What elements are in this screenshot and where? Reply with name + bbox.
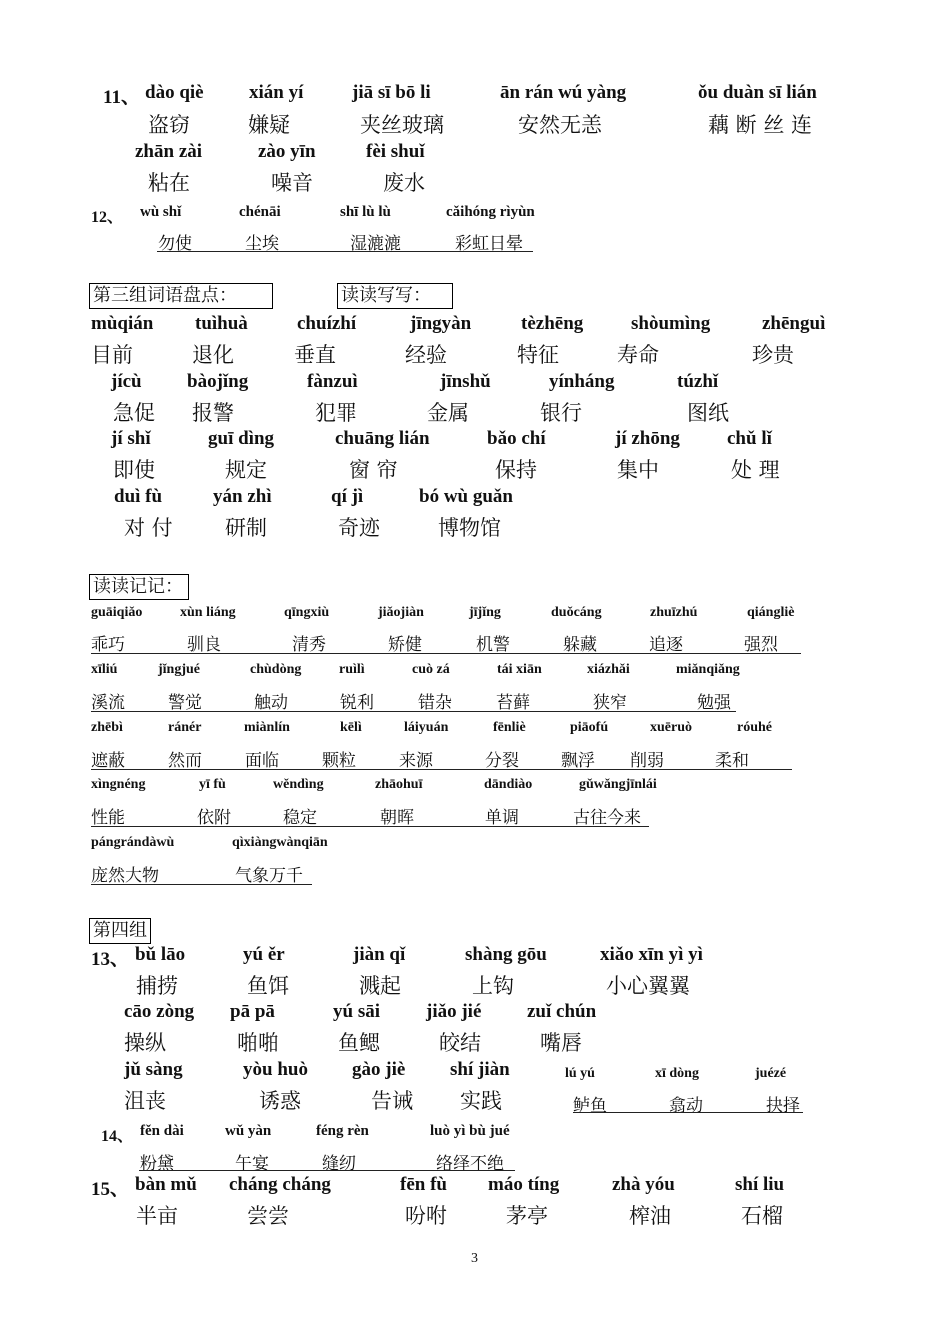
word: 废水 (383, 171, 425, 195)
word: 锐利 (340, 693, 374, 713)
pinyin: shī lù lù (340, 204, 391, 220)
pinyin: jīnshǔ (440, 371, 491, 392)
pinyin: yú ěr (243, 944, 285, 965)
word: 性能 (91, 808, 125, 828)
pinyin: shí jiàn (450, 1059, 510, 1080)
word: 半亩 (136, 1204, 178, 1228)
word: 缝纫 (322, 1154, 356, 1174)
pinyin: ǒu duàn sī lián (698, 82, 817, 103)
word: 削弱 (630, 751, 664, 771)
pinyin: shàng gōu (465, 944, 547, 965)
group3-sub-label: 读读写写： (337, 283, 453, 309)
pinyin: zhān zài (135, 141, 203, 162)
pinyin: gào jiè (352, 1059, 406, 1080)
item-number-11: 11、 (103, 87, 140, 108)
pinyin: chùdòng (250, 662, 302, 677)
word: 鱼鳃 (338, 1031, 380, 1055)
word: 处 理 (731, 458, 780, 482)
word: 勉强 (697, 693, 731, 713)
pinyin: qí jì (331, 486, 364, 507)
word: 溪流 (91, 693, 125, 713)
pinyin: gǔwǎngjīnlái (579, 777, 657, 792)
pinyin: ruìlì (339, 662, 365, 677)
word: 盗窃 (148, 113, 190, 137)
pinyin: xīliú (91, 662, 118, 677)
pinyin: cāo zòng (124, 1001, 195, 1022)
pinyin: túzhǐ (677, 371, 719, 392)
item-number-13: 13、 (91, 949, 130, 970)
underline (573, 1112, 803, 1113)
word: 抉择 (766, 1096, 800, 1116)
pinyin: chuízhí (297, 313, 357, 334)
pinyin: jǔ sàng (124, 1059, 183, 1080)
word: 银行 (540, 401, 582, 425)
item-number-14: 14、 (101, 1128, 134, 1145)
pinyin: zhēbì (91, 720, 123, 735)
word: 嘴唇 (540, 1031, 582, 1055)
pinyin: cǎihóng rìyùn (446, 204, 535, 220)
pinyin: wù shǐ (140, 204, 182, 220)
pinyin: chénāi (239, 204, 281, 220)
pinyin: zuǐ chún (527, 1001, 597, 1022)
pinyin: piāofú (570, 720, 609, 735)
word: 对 付 (124, 516, 173, 540)
pinyin: bó wù guǎn (419, 486, 513, 507)
pinyin: yī fù (199, 777, 226, 792)
underline (91, 653, 801, 654)
word: 尘埃 (245, 234, 279, 254)
word: 午宴 (235, 1154, 269, 1174)
pinyin: zhāohuī (375, 777, 423, 792)
word: 犯罪 (315, 401, 357, 425)
pinyin: jiǎojiàn (378, 605, 424, 620)
word: 湿漉漉 (350, 234, 401, 254)
word: 小心翼翼 (606, 974, 690, 998)
pinyin: jǐngjué (158, 662, 200, 677)
pinyin: jí shǐ (111, 428, 151, 449)
word: 苔藓 (496, 693, 530, 713)
pinyin: xiǎo xīn yì yì (600, 944, 703, 965)
pinyin: dāndiào (484, 777, 533, 792)
word: 强烈 (744, 635, 778, 655)
pinyin: wěndìng (273, 777, 324, 792)
pinyin: láiyuán (404, 720, 449, 735)
word: 遮蔽 (91, 751, 125, 771)
pinyin: shòumìng (631, 313, 711, 334)
word: 保持 (495, 458, 537, 482)
pinyin: tái xiān (497, 662, 542, 677)
word: 柔和 (715, 751, 749, 771)
word: 珍贵 (752, 343, 794, 367)
pinyin: fèi shuǐ (366, 141, 425, 162)
pinyin: qiángliè (747, 605, 795, 620)
pinyin: yòu huò (243, 1059, 308, 1080)
page-number: 3 (471, 1251, 478, 1266)
pinyin: jiā sī bō li (352, 82, 431, 103)
pinyin: tuìhuà (195, 313, 248, 334)
pinyin: féng rèn (316, 1123, 369, 1139)
pinyin: jícù (111, 371, 142, 392)
pinyin: xián yí (249, 82, 304, 103)
pinyin: duǒcáng (551, 605, 602, 620)
pinyin: jiǎo jié (426, 1001, 482, 1022)
word: 机警 (476, 635, 510, 655)
pinyin: fēn fù (400, 1174, 447, 1195)
word: 气象万千 (235, 866, 303, 886)
word: 庞然大物 (91, 866, 159, 886)
underline (91, 711, 736, 712)
word: 矫健 (388, 635, 422, 655)
word: 鱼饵 (247, 974, 289, 998)
word: 络绎不绝 (436, 1154, 504, 1174)
word: 诱惑 (259, 1089, 301, 1113)
item-number-12: 12、 (91, 209, 124, 226)
pinyin: ránér (168, 720, 202, 735)
word: 报警 (192, 401, 234, 425)
word: 急促 (113, 401, 155, 425)
pinyin: fēnliè (493, 720, 526, 735)
pinyin: fànzuì (307, 371, 358, 392)
word: 规定 (225, 458, 267, 482)
word: 沮丧 (124, 1089, 166, 1113)
item-number-15: 15、 (91, 1179, 130, 1200)
word: 安然无恙 (518, 113, 602, 137)
word: 目前 (91, 343, 133, 367)
word: 捕捞 (136, 974, 178, 998)
word: 狭窄 (593, 693, 627, 713)
pinyin: qīngxiù (284, 605, 330, 620)
word: 彩虹日晕 (455, 234, 523, 254)
pinyin: jiàn qǐ (353, 944, 406, 965)
word: 鲈鱼 (573, 1096, 607, 1116)
pinyin: yán zhì (213, 486, 272, 507)
pinyin: luò yì bù jué (430, 1123, 510, 1139)
word: 尝尝 (247, 1204, 289, 1228)
pinyin: wǔ yàn (225, 1123, 272, 1139)
pinyin: lú yú (565, 1066, 595, 1081)
pinyin: guī dìng (208, 428, 275, 449)
pinyin: tèzhēng (521, 313, 584, 334)
pinyin: bǔ lāo (135, 944, 186, 965)
word: 飘浮 (561, 751, 595, 771)
pinyin: yú sāi (333, 1001, 380, 1022)
pinyin: fěn dài (140, 1123, 184, 1139)
word: 躲藏 (563, 635, 597, 655)
pinyin: chǔ lǐ (727, 428, 772, 449)
word: 翕动 (669, 1096, 703, 1116)
word: 操纵 (124, 1031, 166, 1055)
word: 勿使 (158, 234, 192, 254)
word: 研制 (225, 516, 267, 540)
word: 上钩 (472, 974, 514, 998)
pinyin: yínháng (549, 371, 615, 392)
pinyin: pā pā (230, 1001, 275, 1022)
word: 实践 (460, 1089, 502, 1113)
word: 金属 (427, 401, 469, 425)
pinyin: cuò zá (412, 662, 450, 677)
word: 噪音 (271, 171, 313, 195)
pinyin: cháng cháng (229, 1174, 331, 1195)
pinyin: róuhé (737, 720, 772, 735)
word: 错杂 (418, 693, 452, 713)
word: 追逐 (649, 635, 683, 655)
word: 触动 (254, 693, 288, 713)
word: 驯良 (187, 635, 221, 655)
pinyin: zhà yóu (612, 1174, 675, 1195)
word: 乖巧 (91, 635, 125, 655)
word: 皎结 (439, 1031, 481, 1055)
word: 石榴 (741, 1204, 783, 1228)
word: 藕 断 丝 连 (708, 113, 813, 137)
word: 图纸 (687, 401, 729, 425)
word: 嫌疑 (248, 113, 290, 137)
pinyin: xuēruò (650, 720, 692, 735)
word: 窗 帘 (349, 458, 398, 482)
word: 告诫 (371, 1089, 413, 1113)
pinyin: mùqián (91, 313, 154, 334)
word: 经验 (405, 343, 447, 367)
word: 清秀 (292, 635, 326, 655)
word: 奇迹 (338, 516, 380, 540)
word: 特征 (517, 343, 559, 367)
pinyin: jí zhōng (615, 428, 680, 449)
word: 依附 (197, 808, 231, 828)
word: 集中 (617, 458, 659, 482)
word: 稳定 (283, 808, 317, 828)
underline (91, 826, 649, 827)
pinyin: duì fù (114, 486, 163, 507)
pinyin: zhēnguì (762, 313, 826, 334)
underline (91, 769, 792, 770)
word: 粘在 (148, 171, 190, 195)
word: 退化 (192, 343, 234, 367)
underline (91, 884, 312, 885)
word: 啪啪 (237, 1031, 279, 1055)
pinyin: zhuīzhú (650, 605, 698, 620)
word: 单调 (485, 808, 519, 828)
word: 古往今来 (573, 808, 641, 828)
pinyin: pángrándàwù (91, 835, 175, 850)
pinyin: jīngyàn (410, 313, 472, 334)
pinyin: xìngnéng (91, 777, 146, 792)
group3-label: 第三组词语盘点： (89, 283, 273, 309)
word: 夹丝玻璃 (360, 113, 444, 137)
word: 来源 (399, 751, 433, 771)
underline (157, 251, 533, 252)
word: 然而 (168, 751, 202, 771)
pinyin: bàojǐng (187, 371, 249, 392)
word: 吩咐 (405, 1204, 447, 1228)
pinyin: qìxiàngwànqiān (232, 835, 328, 850)
pinyin: zào yīn (258, 141, 316, 162)
word: 博物馆 (438, 516, 501, 540)
word: 茅亭 (506, 1204, 548, 1228)
word: 溅起 (359, 974, 401, 998)
pinyin: máo tíng (488, 1174, 560, 1195)
word: 粉黛 (140, 1154, 174, 1174)
word: 颗粒 (322, 751, 356, 771)
group4-label: 第四组 (89, 918, 151, 944)
underline (139, 1170, 515, 1171)
word: 分裂 (485, 751, 519, 771)
word: 寿命 (617, 343, 659, 367)
pinyin: ān rán wú yàng (500, 82, 627, 103)
word: 垂直 (294, 343, 336, 367)
word: 榨油 (629, 1204, 671, 1228)
pinyin: shí liu (735, 1174, 785, 1195)
pinyin: xiázhǎi (587, 662, 630, 677)
pinyin: jījǐng (469, 605, 501, 620)
pinyin: chuāng lián (335, 428, 430, 449)
pinyin: miǎnqiǎng (676, 662, 740, 677)
pinyin: xī dòng (655, 1066, 699, 1081)
pinyin: guāiqiǎo (91, 605, 143, 620)
dudu-label: 读读记记： (89, 574, 189, 600)
word: 面临 (245, 751, 279, 771)
pinyin: bǎo chí (487, 428, 546, 449)
pinyin: juézé (755, 1066, 787, 1081)
pinyin: xùn liáng (180, 605, 236, 620)
pinyin: kēlì (340, 720, 362, 735)
pinyin: miànlín (244, 720, 290, 735)
word: 警觉 (168, 693, 202, 713)
word: 朝晖 (380, 808, 414, 828)
word: 即使 (113, 458, 155, 482)
pinyin: dào qiè (145, 82, 204, 103)
pinyin: bàn mǔ (135, 1174, 197, 1195)
